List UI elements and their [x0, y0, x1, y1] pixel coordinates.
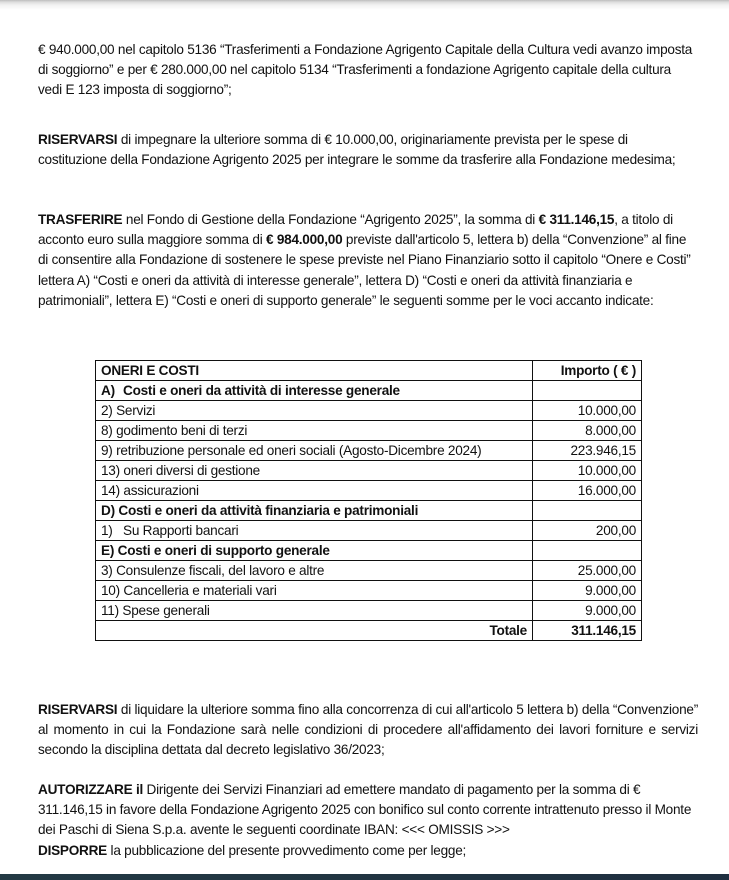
row-amount	[533, 501, 642, 521]
page-top-shadow	[0, 0, 729, 10]
row-label	[96, 521, 533, 541]
paragraph-lead: RISERVARSI	[38, 132, 118, 147]
paragraph-text: , a titolo di acconto euro sulla maggiore somma di	[38, 212, 673, 248]
paragraph-text: € 940.000,00 nel capitolo 5136 “Trasferimenti a Fondazione Agrigento Capitale della Cultura vedi avanzo imposta di soggiorno” e per € 280.000,00 nel capitolo 5134 “Trasferimenti a fondazione Agrigento capitale della cultura vedi E 123 imposta di soggiorno”;	[38, 42, 693, 98]
paragraph-disporre	[38, 841, 698, 861]
row-amount: 9.000,00	[533, 601, 642, 621]
viewer-bottom-bar	[0, 874, 729, 880]
table-row	[96, 441, 642, 461]
paragraph-lead: DISPORRE	[38, 842, 108, 858]
row-amount: 10.000,00	[533, 461, 642, 481]
total-label: Totale	[96, 621, 533, 641]
header-amount: Importo ( € )	[533, 361, 642, 381]
paragraph-lead: AUTORIZZARE il	[38, 782, 143, 797]
table-row	[96, 481, 642, 501]
row-label: 14) assicurazioni	[96, 481, 533, 501]
paragraph-lead: TRASFERIRE	[38, 212, 123, 227]
row-amount: 16.000,00	[533, 481, 642, 501]
row-amount: 25.000,00	[533, 561, 642, 581]
row-label: E) Costi e oneri di supporto generale	[96, 541, 533, 561]
total-amount: € 984.000,00	[266, 232, 343, 248]
table-header-row	[96, 361, 642, 381]
paragraph-lead: RISERVARSI	[38, 702, 118, 717]
row-label: D) Costi e oneri da attività finanziaria e patrimoniali	[96, 501, 533, 521]
table-section-row	[96, 381, 642, 401]
row-amount	[533, 381, 642, 401]
paragraph-text: di liquidare la ulteriore somma fino alla concorrenza di cui all'articolo 5 lettera b) della “Convenzione” al momento in cui la Fondazione sarà nelle condizioni di procedere all'affidamento dei lavori forniture e servizi secondo la disciplina dettata dal decreto legislativo 36/2023;	[38, 702, 698, 758]
paragraph-budget-chapters	[38, 40, 698, 101]
row-label: 9) retribuzione personale ed oneri sociali (Agosto-Dicembre 2024)	[96, 441, 533, 461]
paragraph-text: la pubblicazione del presente provvedimento come per legge;	[107, 842, 467, 858]
paragraph-text: Dirigente dei Servizi Finanziari ad emettere mandato di pagamento per la somma di € 311.146,15 in favore della Fondazione Agrigento 2025 con bonifico sul conto corrente intrattenuto presso il Monte dei Paschi di Siena S.p.a. avente le seguenti coordinate IBAN: <<< OMISSIS >>>	[38, 782, 692, 838]
table-row	[96, 581, 642, 601]
costs-table	[95, 360, 642, 641]
row-text: Costi e oneri da attività di interesse generale	[123, 383, 400, 398]
table-row	[96, 561, 642, 581]
table-row	[96, 601, 642, 621]
row-label: 10) Cancelleria e materiali vari	[96, 581, 533, 601]
paragraph-autorizzare	[38, 780, 698, 841]
table-total-row	[96, 621, 642, 641]
row-number: A)	[101, 383, 115, 398]
row-amount: 9.000,00	[533, 581, 642, 601]
row-label: 3) Consulenze fiscali, del lavoro e altre	[96, 561, 533, 581]
paragraph-text: previste dall'articolo 5, lettera b) della “Convenzione” al fine di consentire alla Fondazione di sostenere le spese previste nel Piano Finanziario sotto il capitolo “Onere e Costi” lettera A) “Costi e oneri da attività di interesse generale”, lettera D) “Costi e oneri da attività finanziaria e patrimoniali”, lettera E) “Costi e oneri di supporto generale” le seguenti somme per le voci accanto indicate:	[38, 232, 691, 308]
row-amount: 200,00	[533, 521, 642, 541]
table-row	[96, 461, 642, 481]
transfer-amount: € 311.146,15	[538, 212, 615, 227]
paragraph-text: nel Fondo di Gestione della Fondazione “Agrigento 2025”, la somma di	[122, 212, 539, 227]
table-row	[96, 521, 642, 541]
row-label: 2) Servizi	[96, 401, 533, 421]
row-amount	[533, 541, 642, 561]
row-amount: 223.946,15	[533, 441, 642, 461]
total-amount: 311.146,15	[533, 621, 642, 641]
row-label: 13) oneri diversi di gestione	[96, 461, 533, 481]
row-text: Su Rapporti bancari	[123, 523, 239, 538]
row-label: 11) Spese generali	[96, 601, 533, 621]
row-number: 1)	[101, 523, 113, 538]
paragraph-autorizzare-disporre	[38, 780, 698, 861]
table-section-row	[96, 541, 642, 561]
row-amount: 8.000,00	[533, 421, 642, 441]
header-label: ONERI E COSTI	[96, 361, 533, 381]
row-label: 8) godimento beni di terzi	[96, 421, 533, 441]
paragraph-trasferire	[38, 210, 698, 311]
paragraph-text: di impegnare la ulteriore somma di € 10.000,00, originariamente prevista per le spese di costituzione della Fondazione Agrigento 2025 per integrare le somme da trasferire alla Fondazione medesima;	[38, 132, 676, 168]
table-section-row	[96, 501, 642, 521]
table-row	[96, 401, 642, 421]
paragraph-riservarsi-liquidare	[38, 700, 698, 761]
paragraph-riservarsi-impegnare	[38, 130, 698, 170]
row-amount: 10.000,00	[533, 401, 642, 421]
table-row	[96, 421, 642, 441]
row-label	[96, 381, 533, 401]
